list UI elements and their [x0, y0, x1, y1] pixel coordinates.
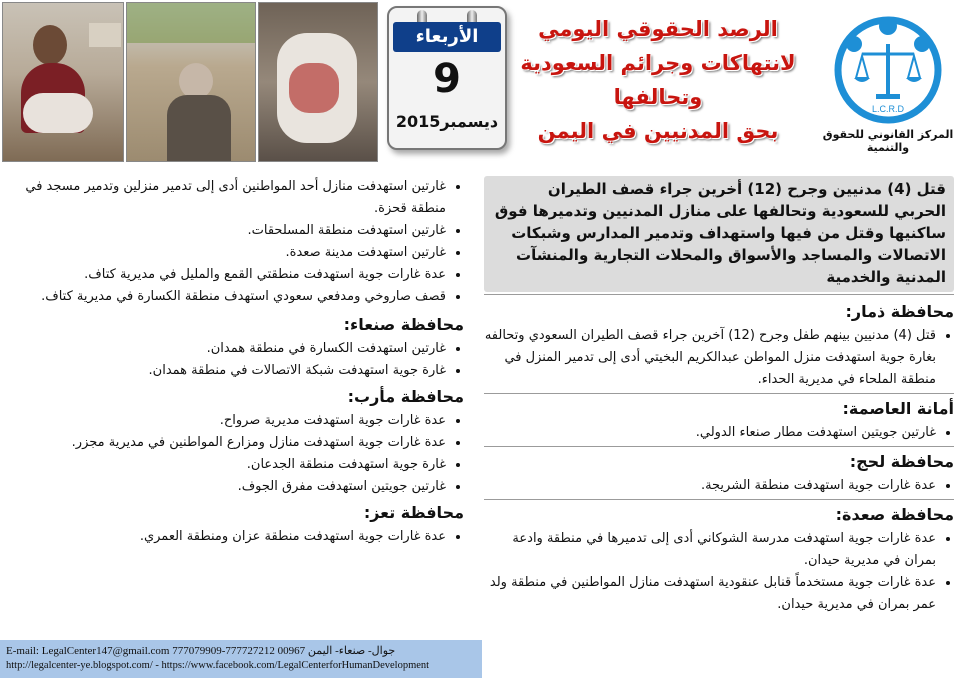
incident-item: • عدة غارات جوية مستخدماً قنابل عنقودية استهدفت منازل المواطنين في منطقة ولد عمر بمران في مديرية حيدان. — [484, 572, 936, 616]
section-divider — [484, 393, 954, 394]
right-sections — [484, 294, 954, 616]
incident-list — [8, 410, 464, 498]
incident-list — [484, 528, 954, 616]
incident-item: • غارتين جويتين استهدفت مطار صنعاء الدولي. — [484, 422, 936, 444]
headline-line-1: الرصد الحقوقي اليومي — [538, 17, 778, 41]
photo-man-holding-child — [2, 2, 124, 162]
headline-line-3: بحق المدنيين في اليمن — [537, 119, 779, 143]
incident-item: • غارتين استهدفت مدينة صعدة. — [8, 242, 446, 264]
governorate-title: محافظة ذمار: — [845, 302, 954, 321]
headline-line-2: لانتهاكات وجرائم السعودية وتحالفها — [520, 51, 796, 109]
organization-name: المركز القانوني للحقوق والتنمية — [822, 128, 954, 154]
date-calendar — [387, 6, 507, 150]
incident-list — [8, 338, 464, 382]
left-intro-list — [8, 176, 464, 308]
incident-item: • عدة غارات جوية استهدفت منازل ومزارع المواطنين في مديرية مجزر. — [8, 432, 446, 454]
logo-abbreviation: L.C.R.D — [871, 104, 905, 114]
incident-item: • عدة غارات جوية استهدفت منطقتي القمع والمليل في مديرية كتاف. — [8, 264, 446, 286]
incident-list — [484, 422, 954, 444]
incident-item: • غارتين استهدفت الكسارة في منطقة همدان. — [8, 338, 446, 360]
report-headline — [506, 12, 810, 148]
incident-item: • قصف صاروخي ومدفعي سعودي استهدف منطقة الكسارة في مديرية كتاف. — [8, 286, 446, 308]
scales-of-justice-icon — [832, 14, 944, 126]
calendar-month-year: ديسمبر2015 — [395, 112, 499, 131]
photo-wrapped-body — [258, 2, 378, 162]
incident-item: • غارتين استهدفت منطقة المسلحقات. — [8, 220, 446, 242]
section-divider — [484, 499, 954, 500]
incident-item: • عدة غارات جوية استهدفت مديرية صرواح. — [8, 410, 446, 432]
section-divider — [484, 446, 954, 447]
footer-links: http://legalcenter-ye.blogspot.com/ - https://www.facebook.com/LegalCenterforHumanDevelopment — [6, 660, 430, 671]
governorate-title: أمانة العاصمة: — [842, 399, 954, 418]
organization-logo — [822, 14, 954, 160]
governorate-title: محافظة صعدة: — [835, 505, 954, 524]
calendar-weekday: الأربعاء — [393, 22, 501, 52]
right-column — [484, 176, 954, 616]
incident-list — [484, 475, 954, 497]
incident-item: • عدة غارات جوية استهدفت منطقة الشريجة. — [484, 475, 936, 497]
incident-list — [8, 526, 464, 548]
lead-summary: قتل (4) مدنيين وجرح (12) أخرين جراء قصف الطيران الحربي للسعودية وتحالفها على منازل المدنيين وتدميرها فوق ساكنيها وقتل من فيها واستهداف وتدمير المدارس وشبكات الاتصالات والمساجد والأسواق والمحلات التجارية والمنشآت المدنية والخدمية — [484, 176, 954, 292]
incident-item: • غارتين استهدفت منازل أحد المواطنين أدى إلى تدمير منزلين وتدمير مسجد في منطقة قحزة. — [8, 176, 446, 220]
incident-item: • عدة غارات جوية استهدفت مدرسة الشوكاني أدى إلى تدميرها في منطقة وادعة بمران في مديرية حيدان. — [484, 528, 936, 572]
photo-old-man — [126, 2, 256, 162]
left-column — [8, 176, 464, 548]
contact-footer — [0, 640, 482, 678]
governorate-title: محافظة لحج: — [849, 452, 954, 471]
governorate-title: محافظة مأرب: — [347, 387, 464, 406]
governorate-title: محافظة صنعاء: — [343, 315, 464, 334]
incident-item: • عدة غارات جوية استهدفت منطقة عزان ومنطقة العمري. — [8, 526, 446, 548]
section-divider — [484, 294, 954, 295]
incident-item: • غارتين جويتين استهدفت مفرق الجوف. — [8, 476, 446, 498]
footer-contact: E-mail: LegalCenter147@gmail.com 777079909-777727212 00967 جوال- صنعاء- اليمن — [6, 645, 396, 657]
incident-list — [484, 325, 954, 391]
calendar-day: 9 — [433, 56, 461, 102]
governorate-title: محافظة تعز: — [363, 503, 464, 522]
left-sections — [8, 314, 464, 548]
incident-item: • غارة جوية استهدفت شبكة الاتصالات في منطقة همدان. — [8, 360, 446, 382]
incident-item: • غارة جوية استهدفت منطقة الجدعان. — [8, 454, 446, 476]
incident-item: • قتل (4) مدنيين بينهم طفل وجرح (12) آخرين جراء قصف الطيران السعودي وتحالفه بغارة جوية استهدفت منزل المواطن عبدالكريم البخيتي أدى إلى تدمير المنزل في منطقة الملحاء في مديرية الحداء. — [484, 325, 936, 391]
